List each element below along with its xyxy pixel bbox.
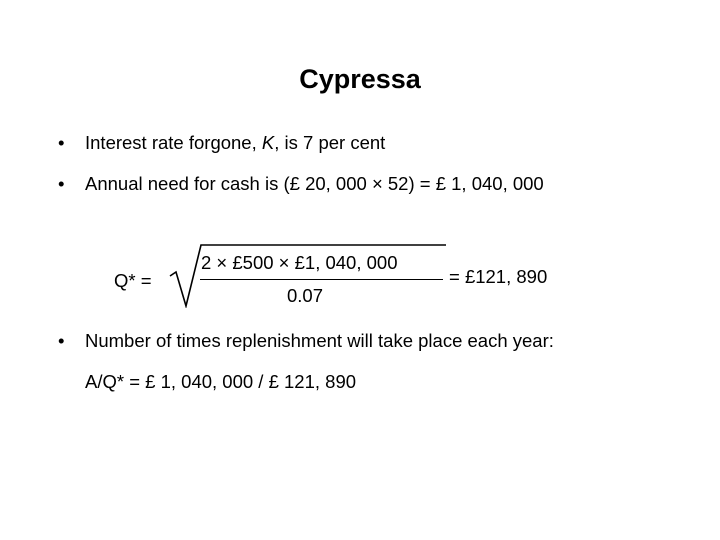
bullet-marker: • xyxy=(58,173,65,194)
replenishment-calculation: A/Q* = £ 1, 040, 000 / £ 121, 890 xyxy=(85,371,357,392)
bullet-replenishment xyxy=(58,329,554,353)
square-root-sign xyxy=(166,242,446,308)
bullet-interest-rate xyxy=(58,131,385,155)
formula-numerator: 2 × £500 × £1, 040, 000 xyxy=(201,252,398,273)
formula-lhs: Q* = xyxy=(114,270,152,291)
bullet-annual-need xyxy=(58,172,544,196)
variable-k: K xyxy=(261,132,275,153)
bullet-text: Number of times replenishment will take place each year: xyxy=(85,330,554,351)
bullet-marker: • xyxy=(58,330,65,351)
bullet-marker: • xyxy=(58,132,65,153)
slide-title: Cypressa xyxy=(299,64,421,94)
bullet-text-part: , is 7 per cent xyxy=(274,132,386,153)
formula-result: = £121, 890 xyxy=(449,266,548,287)
bullet-text-part: Interest rate forgone, xyxy=(85,132,262,153)
bullet-text: Annual need for cash is (£ 20, 000 × 52) = £ 1, 040, 000 xyxy=(85,173,544,194)
formula-denominator: 0.07 xyxy=(287,285,324,306)
fraction-bar xyxy=(200,279,443,280)
